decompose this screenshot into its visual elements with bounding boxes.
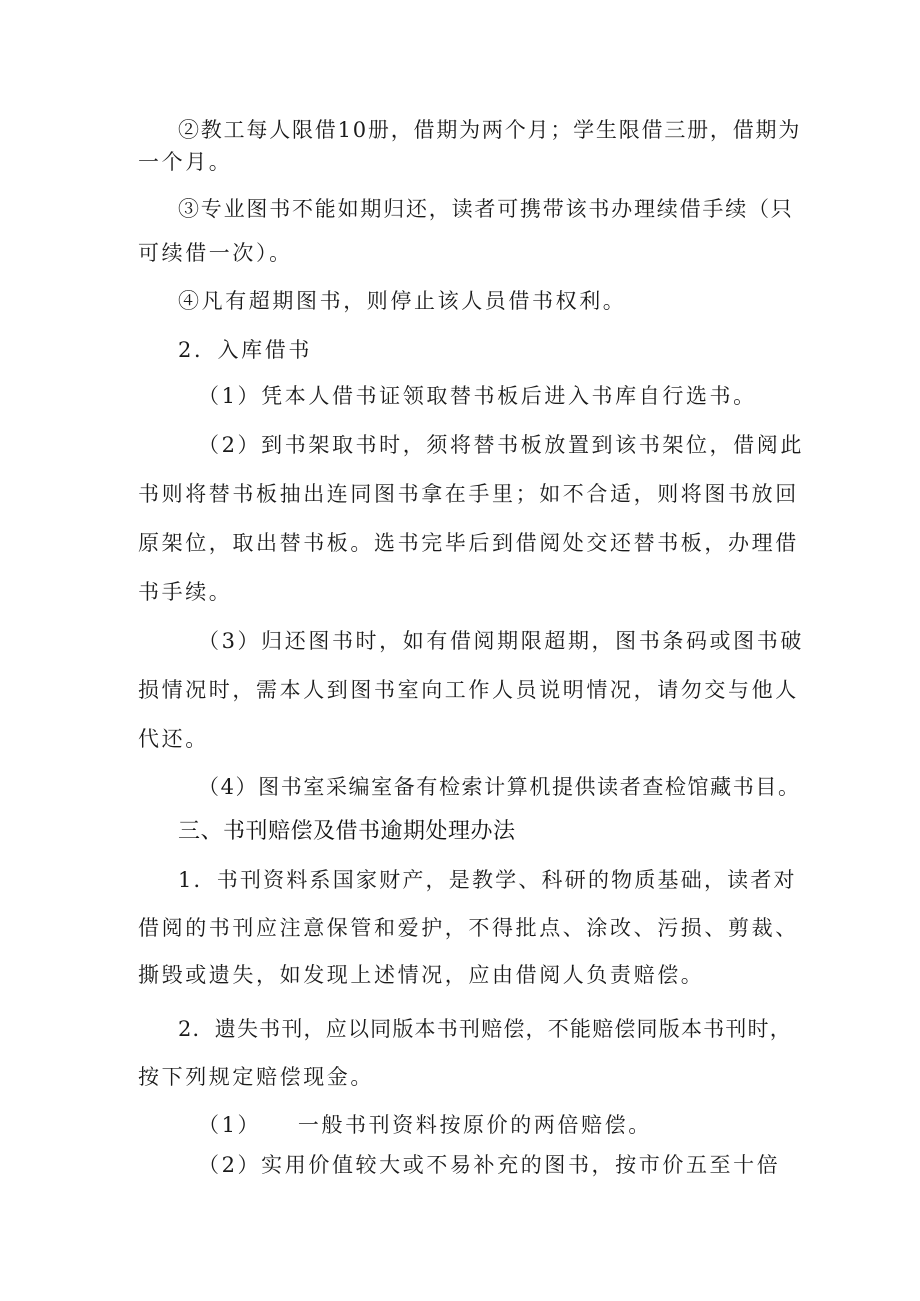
paragraph-line: （1）凭本人借书证领取替书板后进入书库自行选书。 <box>198 384 757 408</box>
paragraph-line: 损情况时，需本人到图书室向工作人员说明情况，请勿交与他人 <box>138 678 799 702</box>
paragraph-line: ②教工每人限借10册，借期为两个月；学生限借三册，借期为 <box>178 118 802 142</box>
paragraph-line: ③专业图书不能如期归还，读者可携带该书办理续借手续（只 <box>178 197 794 221</box>
section-heading: 三、书刊赔偿及借书逾期处理办法 <box>178 819 516 844</box>
paragraph-line: 可续借一次）。 <box>138 241 293 265</box>
paragraph-line: （1） 一般书刊资料按原价的两倍赔偿。 <box>198 1113 652 1137</box>
paragraph-line: 书则将替书板抽出连同图书拿在手里；如不合适，则将图书放回 <box>138 482 799 506</box>
paragraph-line: 原架位，取出替书板。选书完毕后到借阅处交还替书板，办理借 <box>138 531 799 555</box>
paragraph-line: （3）归还图书时，如有借阅期限超期，图书条码或图书破 <box>198 629 804 653</box>
paragraph-line: 代还。 <box>138 727 209 751</box>
paragraph-line: （2）到书架取书时，须将替书板放置到该书架位，借阅此 <box>198 433 804 457</box>
paragraph-line: 2．遗失书刊，应以同版本书刊赔偿，不能赔偿同版本书刊时， <box>178 1017 792 1041</box>
paragraph-line: （4）图书室采编室备有检索计算机提供读者查检馆藏书目。 <box>198 775 801 799</box>
paragraph-line: 一个月。 <box>138 150 233 174</box>
paragraph-line: 1．书刊资料系国家财产，是教学、科研的物质基础，读者对 <box>178 868 797 892</box>
section-subheading: 2．入库借书 <box>178 338 312 362</box>
paragraph-line: （2）实用价值较大或不易补充的图书，按市价五至十倍 <box>198 1153 781 1177</box>
paragraph-line: ④凡有超期图书，则停止该人员借书权利。 <box>178 289 627 313</box>
paragraph-line: 借阅的书刊应注意保管和爱护，不得批点、涂改、污损、剪裁、 <box>138 916 799 940</box>
paragraph-line: 书手续。 <box>138 580 233 604</box>
paragraph-line: 撕毁或遗失，如发现上述情况，应由借阅人负责赔偿。 <box>138 963 705 987</box>
paragraph-line: 按下列规定赔偿现金。 <box>138 1065 374 1089</box>
